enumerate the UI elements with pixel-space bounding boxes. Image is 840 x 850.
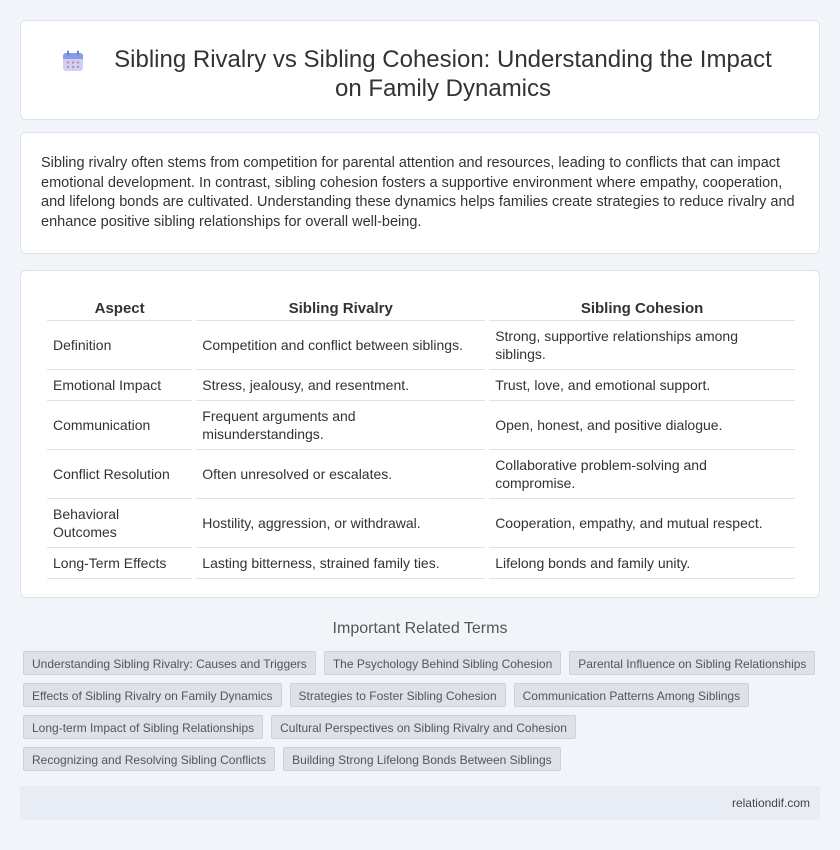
- table-row: [47, 450, 795, 499]
- table-row: [47, 321, 795, 370]
- table-header-row: [47, 293, 795, 321]
- related-terms-title: Important Related Terms: [332, 620, 508, 637]
- intro-paragraph: Sibling rivalry often stems from competition for parental attention and resources, leading to conflicts that can impact emotional development. In contrast, sibling cohesion fosters a supportive environment where empathy, cooperation, and lifelong bonds are cultivated. Understanding these dynamics helps families create strategies to reduce rivalry and enhance positive sibling relationships for overall well-being.: [41, 155, 795, 230]
- related-term-link[interactable]: Long-term Impact of Sibling Relationships: [23, 715, 263, 739]
- table-row: [47, 499, 795, 548]
- header-sibling-cohesion: Sibling Cohesion: [489, 293, 795, 321]
- row-cohesion: Open, honest, and positive dialogue.: [489, 401, 795, 450]
- footer-site-link[interactable]: relationdif.com: [731, 796, 810, 810]
- row-aspect: Conflict Resolution: [47, 450, 192, 499]
- related-term-link[interactable]: Parental Influence on Sibling Relationships: [569, 651, 815, 675]
- row-aspect: Communication: [47, 401, 192, 450]
- related-term-link[interactable]: Communication Patterns Among Siblings: [514, 683, 749, 707]
- row-cohesion: Trust, love, and emotional support.: [489, 370, 795, 401]
- row-rivalry: Stress, jealousy, and resentment.: [196, 370, 485, 401]
- intro-card: [20, 132, 820, 254]
- related-terms-list: [23, 651, 823, 771]
- comparison-card: [20, 270, 820, 598]
- footer: [20, 786, 820, 820]
- row-aspect: Definition: [47, 321, 192, 370]
- related-term-link[interactable]: The Psychology Behind Sibling Cohesion: [324, 651, 561, 675]
- table-row: [47, 548, 795, 579]
- related-term-link[interactable]: Understanding Sibling Rivalry: Causes and Triggers: [23, 651, 316, 675]
- related-term-link[interactable]: Cultural Perspectives on Sibling Rivalry and Cohesion: [271, 715, 576, 739]
- row-rivalry: Hostility, aggression, or withdrawal.: [196, 499, 485, 548]
- comparison-table: [43, 293, 799, 579]
- row-rivalry: Often unresolved or escalates.: [196, 450, 485, 499]
- related-term-link[interactable]: Strategies to Foster Sibling Cohesion: [290, 683, 506, 707]
- row-aspect: Emotional Impact: [47, 370, 192, 401]
- row-aspect: Behavioral Outcomes: [47, 499, 192, 548]
- related-term-link[interactable]: Effects of Sibling Rivalry on Family Dynamics: [23, 683, 282, 707]
- related-term-link[interactable]: Recognizing and Resolving Sibling Conflicts: [23, 747, 275, 771]
- header-sibling-rivalry: Sibling Rivalry: [196, 293, 485, 321]
- table-row: [47, 401, 795, 450]
- page-title: Sibling Rivalry vs Sibling Cohesion: Understanding the Impact on Family Dynamics: [114, 46, 772, 102]
- related-term-link[interactable]: Building Strong Lifelong Bonds Between Siblings: [283, 747, 561, 771]
- header-aspect: Aspect: [47, 293, 192, 321]
- row-rivalry: Frequent arguments and misunderstandings.: [196, 401, 485, 450]
- row-cohesion: Lifelong bonds and family unity.: [489, 548, 795, 579]
- row-cohesion: Collaborative problem-solving and compromise.: [489, 450, 795, 499]
- row-aspect: Long-Term Effects: [47, 548, 192, 579]
- row-rivalry: Competition and conflict between siblings.: [196, 321, 485, 370]
- calendar-icon: [61, 49, 85, 73]
- row-cohesion: Cooperation, empathy, and mutual respect.: [489, 499, 795, 548]
- table-row: [47, 370, 795, 401]
- row-cohesion: Strong, supportive relationships among siblings.: [489, 321, 795, 370]
- row-rivalry: Lasting bitterness, strained family ties.: [196, 548, 485, 579]
- header-card: [20, 20, 820, 120]
